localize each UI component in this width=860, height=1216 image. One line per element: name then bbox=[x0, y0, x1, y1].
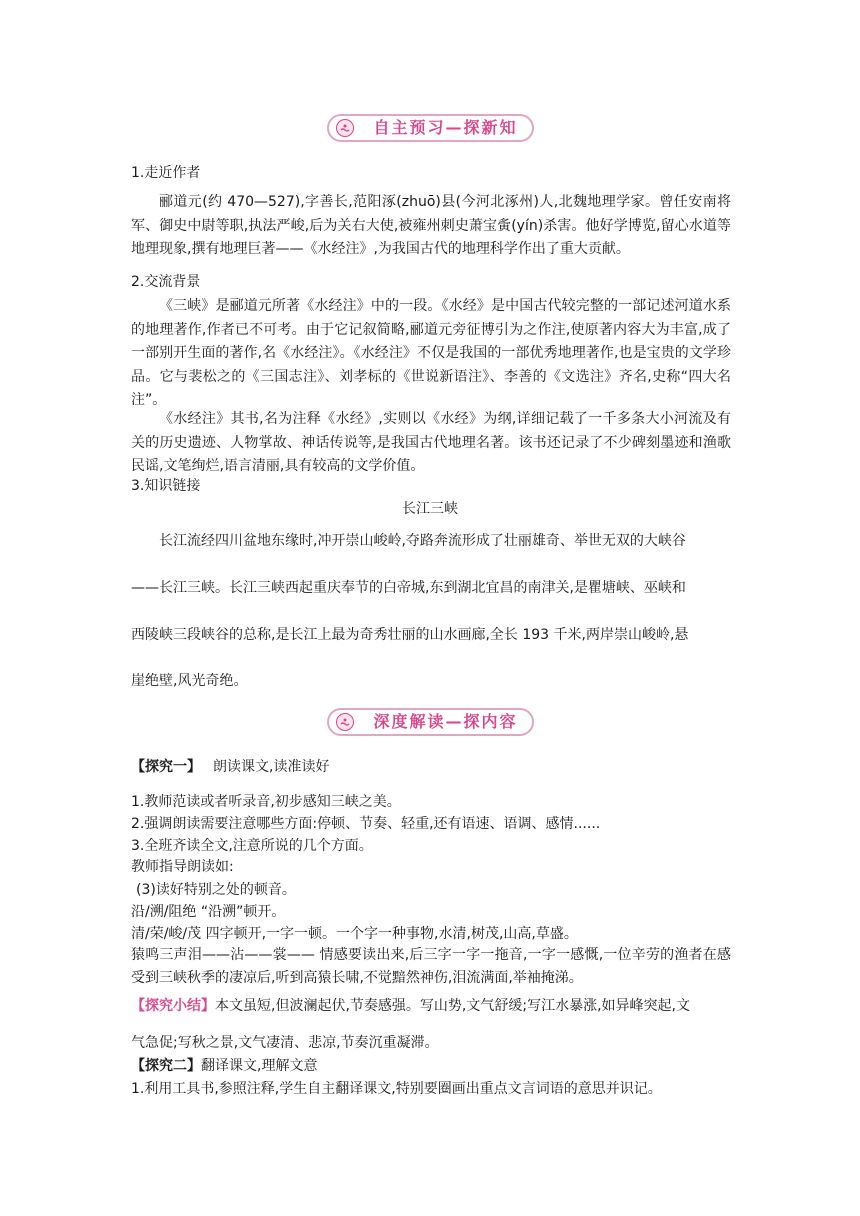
section-heading-author: 1.走近作者 bbox=[131, 165, 201, 181]
summary-line bbox=[131, 995, 690, 1019]
wave-book-icon bbox=[336, 713, 354, 731]
knowledge-line: 西陵峡三段峡谷的总称,是长江上最为奇秀壮丽的山水画廊,全长 193 千米,两岸崇山峻岭,悬 bbox=[131, 627, 689, 643]
knowledge-line: 长江流经四川盆地东缘时,冲开崇山峻岭,夺路奔流形成了壮丽雄奇、举世无双的大峡谷 bbox=[159, 533, 686, 549]
explore-tag: 【探究二】 bbox=[131, 1058, 201, 1074]
section-banner-preview bbox=[327, 114, 534, 142]
explore-title: 朗读课文,读准读好 bbox=[213, 759, 330, 775]
list-item: (3)读好特别之处的顿音。 bbox=[136, 882, 296, 898]
list-item: 1.利用工具书,参照注释,学生自主翻译课文,特别要圈画出重点文言词语的意思并识记。 bbox=[131, 1081, 662, 1097]
knowledge-title: 长江三峡 bbox=[402, 501, 458, 517]
summary-tag: 【探究小结】 bbox=[131, 998, 215, 1014]
list-item: 2.强调朗读需要注意哪些方面:停顿、节奏、轻重,还有语速、语调、感情...... bbox=[131, 816, 601, 832]
list-item: 清/荣/峻/茂 四字顿开,一字一顿。一个字一种事物,水清,树茂,山高,草盛。 bbox=[131, 926, 578, 942]
banner-title: 深度解读—探内容 bbox=[373, 712, 518, 731]
list-item: 3.全班齐读全文,注意所说的几个方面。 bbox=[131, 838, 373, 854]
explore-tag: 【探究一】 bbox=[131, 759, 201, 775]
list-item: 教师指导朗读如: bbox=[131, 859, 234, 875]
list-item: 1.教师范读或者听录音,初步感知三峡之美。 bbox=[131, 794, 401, 810]
banner-title: 自主预习—探新知 bbox=[373, 118, 518, 137]
background-paragraph-1: 《三峡》是郦道元所著《水经注》中的一段。《水经》是中国古代较完整的一部记述河道水系的地理著作,作者已不可考。由于它记叙简略,郦道元旁征博引为之作注,使原著内容大为丰富,成了一部别开生面的著作,名《水经注》。《水经注》不仅是我国的一部优秀地理著作,也是宝贵的文学珍品。它与裴松之的《三国志注》、刘孝标的《世说新语注》、李善的《文选注》齐名,史称“四大名注”。 bbox=[131, 298, 731, 408]
summary-text: 本文虽短,但波澜起伏,节奏感强。写山势,文气舒缓;写江水暴涨,如异峰突起,文 bbox=[215, 998, 690, 1014]
knowledge-line: ——长江三峡。长江三峡西起重庆奉节的白帝城,东到湖北宜昌的南津关,是瞿塘峡、巫峡和 bbox=[131, 580, 686, 596]
monkey-paragraph: 猿鸣三声泪——沾——裳—— 情感要读出来,后三字一字一拖音,一字一感慨,一位辛劳的渔者在感受到三峡秋季的凄凉后,听到高猿长啸,不觉黯然神伤,泪流满面,举袖掩涕。 bbox=[131, 947, 731, 986]
section-heading-background: 2.交流背景 bbox=[131, 274, 201, 290]
section-heading-knowledge: 3.知识链接 bbox=[131, 478, 201, 494]
explore-one-heading bbox=[131, 756, 329, 780]
background-paragraph-2: 《水经注》其书,名为注释《水经》,实则以《水经》为纲,详细记载了一千多条大小河流及有关的历史遗迹、人物掌故、神话传说等,是我国古代地理名著。该书还记录了不少碑刻墨迹和渔歌民谣,文笔绚烂,语言清丽,具有较高的文学价值。 bbox=[131, 411, 731, 474]
explore-title: 翻译课文,理解文意 bbox=[201, 1058, 318, 1074]
knowledge-line: 崖绝壁,风光奇绝。 bbox=[131, 673, 248, 689]
list-item: 沿/溯/阻绝 “沿溯”顿开。 bbox=[131, 904, 286, 920]
explore-two-heading bbox=[131, 1055, 317, 1079]
summary-line: 气急促;写秋之景,文气凄清、悲凉,节奏沉重凝滞。 bbox=[131, 1035, 439, 1051]
section-banner-deep-reading bbox=[327, 708, 534, 736]
author-paragraph: 郦道元(约 470—527),字善长,范阳涿(zhuō)县(今河北涿州)人,北魏地理学家。曾任安南将军、御史中尉等职,执法严峻,后为关右大使,被雍州刺史萧宝夤(yín)杀害。他好学博览,留心水道等地理现象,撰有地理巨著——《水经注》,为我国古代的地理科学作出了重大贡献。 bbox=[131, 194, 731, 257]
wave-book-icon bbox=[336, 119, 354, 137]
